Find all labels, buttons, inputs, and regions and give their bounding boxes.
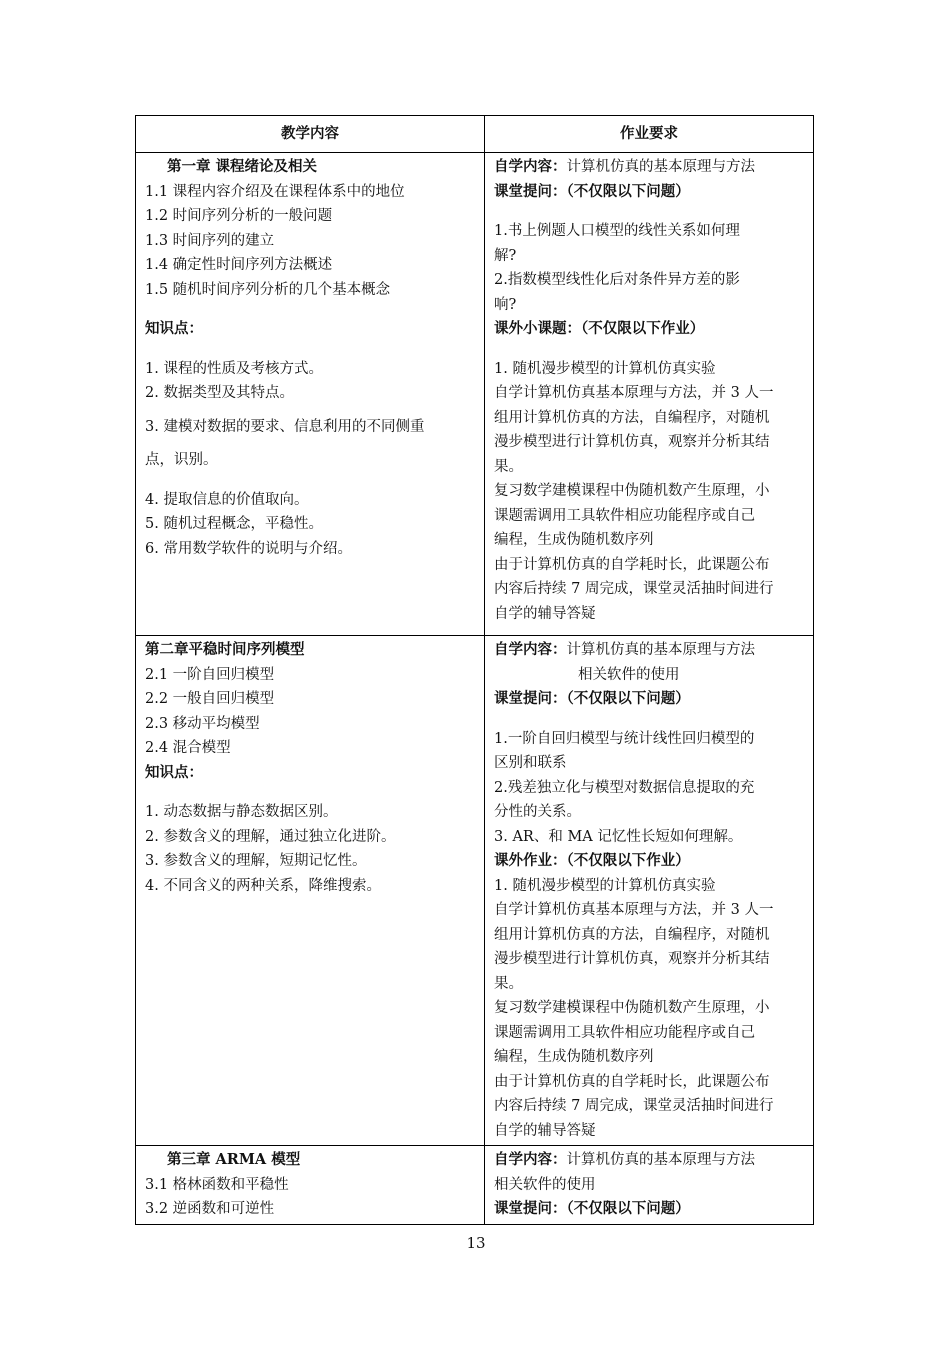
- section-item: 2.1 一阶自回归模型: [145, 666, 275, 683]
- knowledge-points-label: 知识点：: [145, 763, 203, 781]
- section-item: 2.3 移动平均模型: [145, 715, 260, 732]
- knowledge-point: 1. 动态数据与静态数据区别。: [145, 804, 338, 820]
- self-study-line: [494, 155, 805, 180]
- homework-label: 课外小课题：（不仅限以下作业）: [494, 320, 705, 337]
- table-row: [136, 1146, 814, 1225]
- self-study-text: 计算机仿真的基本原理与方法: [566, 642, 755, 658]
- knowledge-point: 5. 随机过程概念，平稳性。: [145, 516, 323, 532]
- knowledge-point: 3. 参数含义的理解，短期记忆性。: [145, 853, 367, 869]
- class-questions-label: 课堂提问：（不仅限以下问题）: [494, 690, 690, 707]
- knowledge-point: 3. 建模对数据的要求、信息利用的不同侧重: [145, 418, 425, 435]
- self-study-label: 自学内容：: [494, 1151, 567, 1168]
- chapter-title: 第三章 ARMA 模型: [167, 1151, 301, 1168]
- chapter2-homework-cell: [485, 636, 814, 1146]
- table-header-row: [136, 116, 814, 153]
- homework-line: 1. 随机漫步模型的计算机仿真实验: [494, 360, 716, 377]
- homework-line: 自学的辅导答疑: [494, 1122, 596, 1139]
- syllabus-table: [135, 115, 814, 1225]
- chapter2-content-cell: [136, 636, 485, 1146]
- homework-line: 编程，生成伪随机数序列: [494, 1049, 654, 1065]
- homework-line: 课题需调用工具软件相应功能程序或自己: [494, 1024, 755, 1041]
- question-line: 2.残差独立化与模型对数据信息提取的充: [494, 779, 755, 796]
- homework-line: 果。: [494, 458, 523, 475]
- knowledge-point: 4. 不同含义的两种关系，降维搜索。: [145, 877, 381, 894]
- self-study-text: 计算机仿真的基本原理与方法: [566, 1152, 755, 1168]
- section-item: 1.1 课程内容介绍及在课程体系中的地位: [145, 183, 405, 200]
- self-study-line: [494, 1148, 805, 1173]
- section-item: 2.4 混合模型: [145, 740, 231, 756]
- homework-line: 组用计算机仿真的方法，自编程序，对随机: [494, 926, 770, 943]
- section-item: 1.3 时间序列的建立: [145, 232, 275, 249]
- knowledge-point: 2. 数据类型及其特点。: [145, 385, 294, 401]
- question-line: 响?: [494, 296, 517, 313]
- section-item: 3.2 逆函数和可逆性: [145, 1201, 275, 1217]
- header-homework-requirements: 作业要求: [485, 116, 814, 153]
- homework-line: 内容后持续 7 周完成，课堂灵活抽时间进行: [494, 581, 774, 597]
- homework-line: 组用计算机仿真的方法，自编程序，对随机: [494, 409, 770, 426]
- homework-line: 课题需调用工具软件相应功能程序或自己: [494, 507, 755, 524]
- page-number: 13: [466, 1234, 486, 1252]
- chapter-title: 第二章平稳时间序列模型: [145, 641, 305, 658]
- table-row: [136, 153, 814, 636]
- homework-line: 复习数学建模课程中伪随机数产生原理，小: [494, 1000, 770, 1016]
- homework-line: 由于计算机仿真的自学耗时长，此课题公布: [494, 1073, 770, 1090]
- knowledge-point: 4. 提取信息的价值取向。: [145, 491, 309, 508]
- header-teaching-content: 教学内容: [136, 116, 485, 153]
- self-study-text-continued: 相关软件的使用: [578, 666, 680, 683]
- question-line: 解?: [494, 247, 517, 264]
- homework-label: 课外作业：（不仅限以下作业）: [494, 852, 690, 869]
- class-questions-label: 课堂提问：（不仅限以下问题）: [494, 182, 690, 200]
- chapter1-homework-cell: [485, 153, 814, 636]
- self-study-label: 自学内容：: [494, 641, 567, 658]
- section-item: 1.5 随机时间序列分析的几个基本概念: [145, 281, 391, 298]
- homework-line: 复习数学建模课程中伪随机数产生原理，小: [494, 483, 770, 499]
- question-line: 2.指数模型线性化后对条件异方差的影: [494, 272, 740, 288]
- section-item: 3.1 格林函数和平稳性: [145, 1176, 289, 1193]
- homework-line: 内容后持续 7 周完成，课堂灵活抽时间进行: [494, 1098, 774, 1114]
- homework-line: 由于计算机仿真的自学耗时长，此课题公布: [494, 556, 770, 573]
- chapter3-homework-cell: [485, 1146, 814, 1225]
- section-item: 1.2 时间序列分析的一般问题: [145, 208, 333, 224]
- knowledge-point: 1. 课程的性质及考核方式。: [145, 360, 323, 377]
- knowledge-point: 6. 常用数学软件的说明与介绍。: [145, 540, 352, 557]
- homework-line: 自学计算机仿真基本原理与方法，并 3 人一: [494, 902, 774, 918]
- self-study-text: 计算机仿真的基本原理与方法: [566, 159, 755, 175]
- self-study-label: 自学内容：: [494, 158, 567, 175]
- homework-line: 漫步模型进行计算机仿真，观察并分析其结: [494, 951, 770, 967]
- homework-line: 漫步模型进行计算机仿真，观察并分析其结: [494, 434, 770, 450]
- chapter-title: 第一章 课程绪论及相关: [167, 158, 318, 175]
- question-line: 1.书上例题人口模型的线性关系如何理: [494, 223, 740, 239]
- question-line: 区别和联系: [494, 755, 567, 771]
- question-line: 1.一阶自回归模型与统计线性回归模型的: [494, 730, 755, 747]
- self-study-text-continued: 相关软件的使用: [494, 1176, 596, 1193]
- knowledge-point: 点，识别。: [145, 452, 218, 468]
- question-line: 3. AR、和 MA 记忆性长短如何理解。: [494, 828, 743, 845]
- self-study-line: [494, 638, 805, 663]
- knowledge-point: 2. 参数含义的理解，通过独立化进阶。: [145, 828, 396, 845]
- homework-line: 1. 随机漫步模型的计算机仿真实验: [494, 877, 716, 894]
- knowledge-points-label: 知识点：: [145, 320, 203, 337]
- section-item: 2.2 一般自回归模型: [145, 691, 275, 707]
- homework-line: 自学计算机仿真基本原理与方法，并 3 人一: [494, 385, 774, 401]
- homework-line: 自学的辅导答疑: [494, 605, 596, 622]
- class-questions-label: 课堂提问：（不仅限以下问题）: [494, 1200, 690, 1217]
- section-item: 1.4 确定性时间序列方法概述: [145, 257, 333, 273]
- table-row: [136, 636, 814, 1146]
- question-line: 分性的关系。: [494, 804, 581, 820]
- homework-line: 果。: [494, 975, 523, 992]
- chapter3-content-cell: [136, 1146, 485, 1225]
- homework-line: 编程，生成伪随机数序列: [494, 532, 654, 548]
- chapter1-content-cell: [136, 153, 485, 636]
